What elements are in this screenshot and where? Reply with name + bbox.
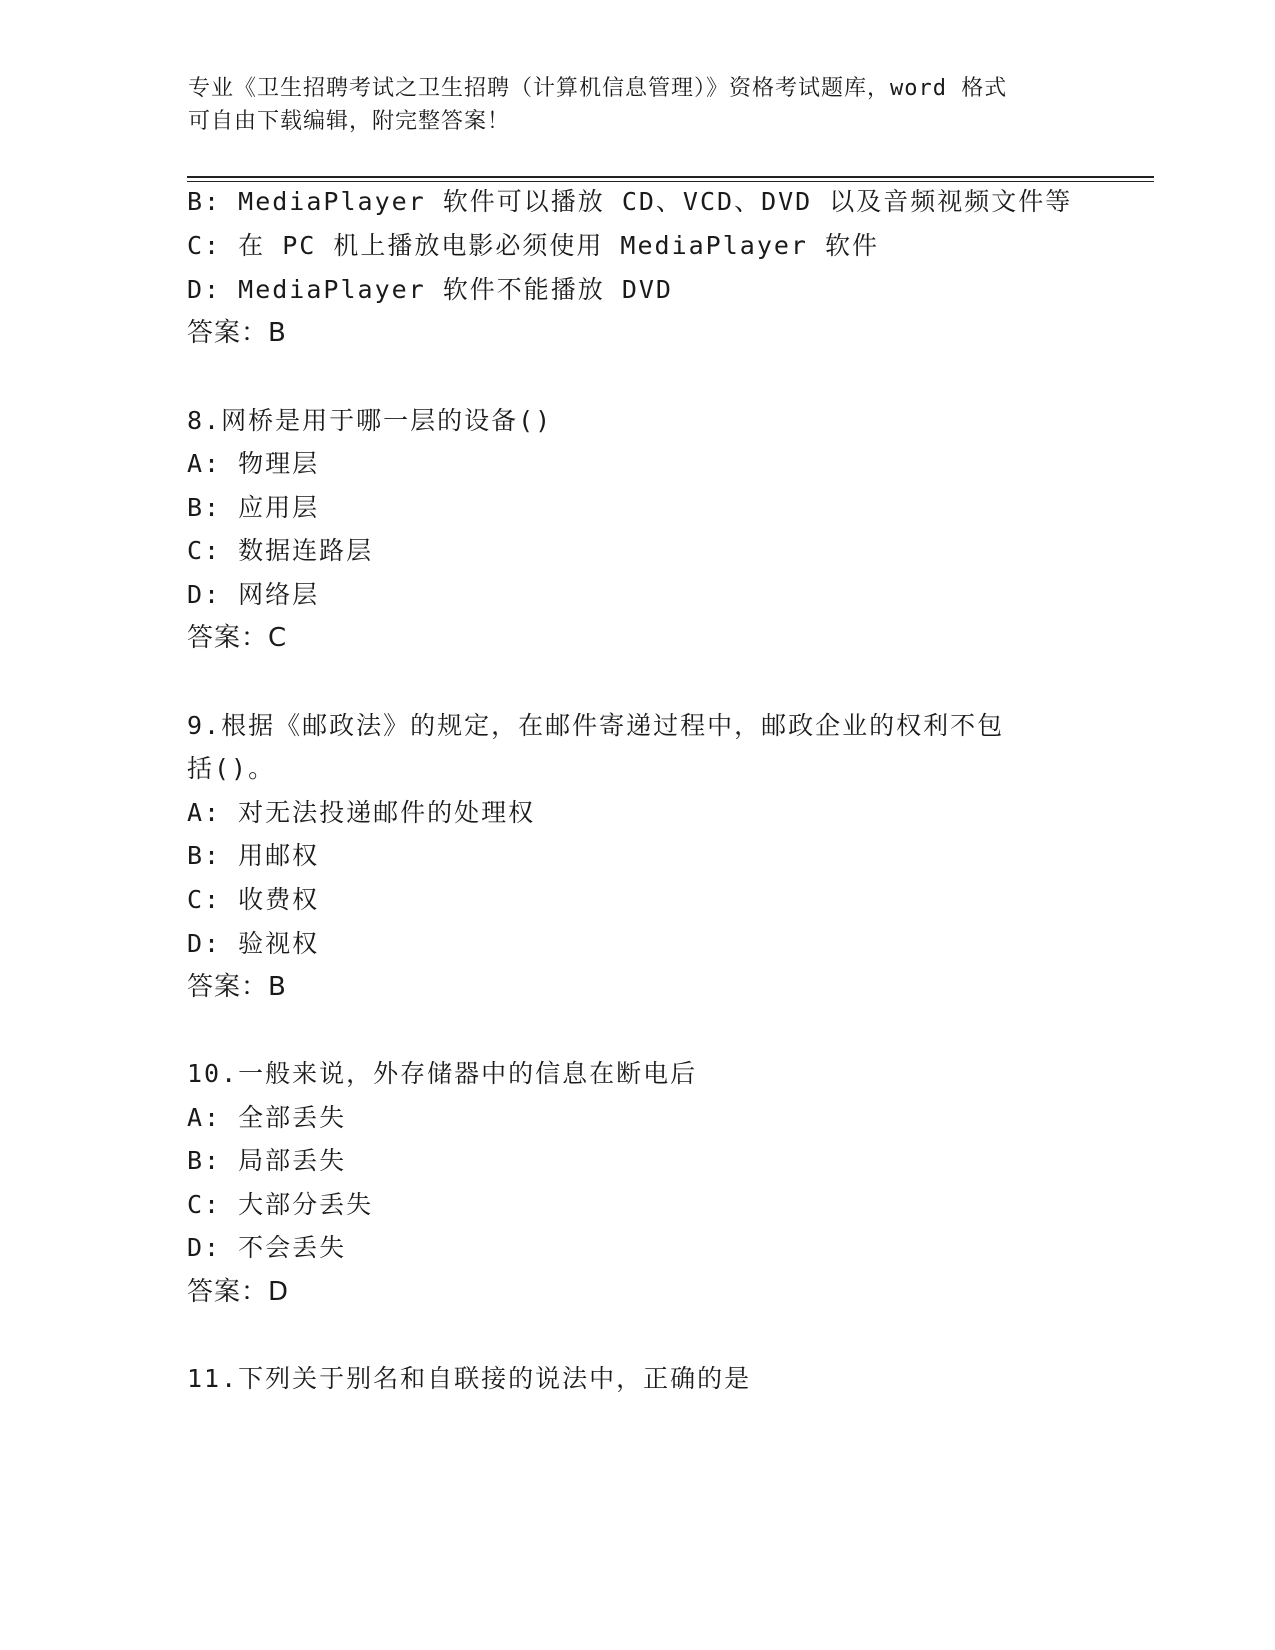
q8-option-b: B: 应用层 [187, 493, 320, 522]
q9-question-line-1: 9.根据《邮政法》的规定，在邮件寄递过程中，邮政企业的权利不包 [187, 711, 1005, 740]
q9-option-a: A: 对无法投递邮件的处理权 [187, 798, 536, 827]
header-divider-thick [187, 176, 1154, 178]
header-line-1: 专业《卫生招聘考试之卫生招聘（计算机信息管理）》资格考试题库，word 格式 [188, 76, 1008, 101]
header-divider-thin [187, 181, 1154, 182]
q9-answer: 答案：B [187, 972, 287, 1002]
q7-option-d: D: MediaPlayer 软件不能播放 DVD [187, 275, 673, 304]
q8-option-d: D: 网络层 [187, 580, 320, 609]
q10-answer: 答案：D [187, 1277, 290, 1307]
document-header [188, 72, 1088, 138]
q8-option-c: C: 数据连路层 [187, 536, 374, 565]
q9-option-b: B: 用邮权 [187, 841, 320, 870]
q10-option-b: B: 局部丢失 [187, 1146, 347, 1175]
q9-question-line-2: 括()。 [187, 754, 276, 783]
q10-option-d: D: 不会丢失 [187, 1233, 347, 1262]
q7-answer: 答案：B [187, 318, 287, 348]
q7-option-c: C: 在 PC 机上播放电影必须使用 MediaPlayer 软件 [187, 231, 880, 260]
q11-question: 11.下列关于别名和自联接的说法中，正确的是 [187, 1364, 752, 1393]
q10-question: 10.一般来说，外存储器中的信息在断电后 [187, 1059, 698, 1088]
q8-answer: 答案：C [187, 623, 288, 653]
q9-option-c: C: 收费权 [187, 885, 320, 914]
q9-option-d: D: 验视权 [187, 929, 320, 958]
q8-question: 8.网桥是用于哪一层的设备() [187, 406, 553, 435]
q10-option-c: C: 大部分丢失 [187, 1190, 374, 1219]
q10-option-a: A: 全部丢失 [187, 1103, 347, 1132]
q7-option-b: B: MediaPlayer 软件可以播放 CD、VCD、DVD 以及音频视频文件等 [187, 187, 1073, 216]
header-line-2: 可自由下载编辑，附完整答案！ [188, 109, 511, 134]
q8-option-a: A: 物理层 [187, 449, 320, 478]
